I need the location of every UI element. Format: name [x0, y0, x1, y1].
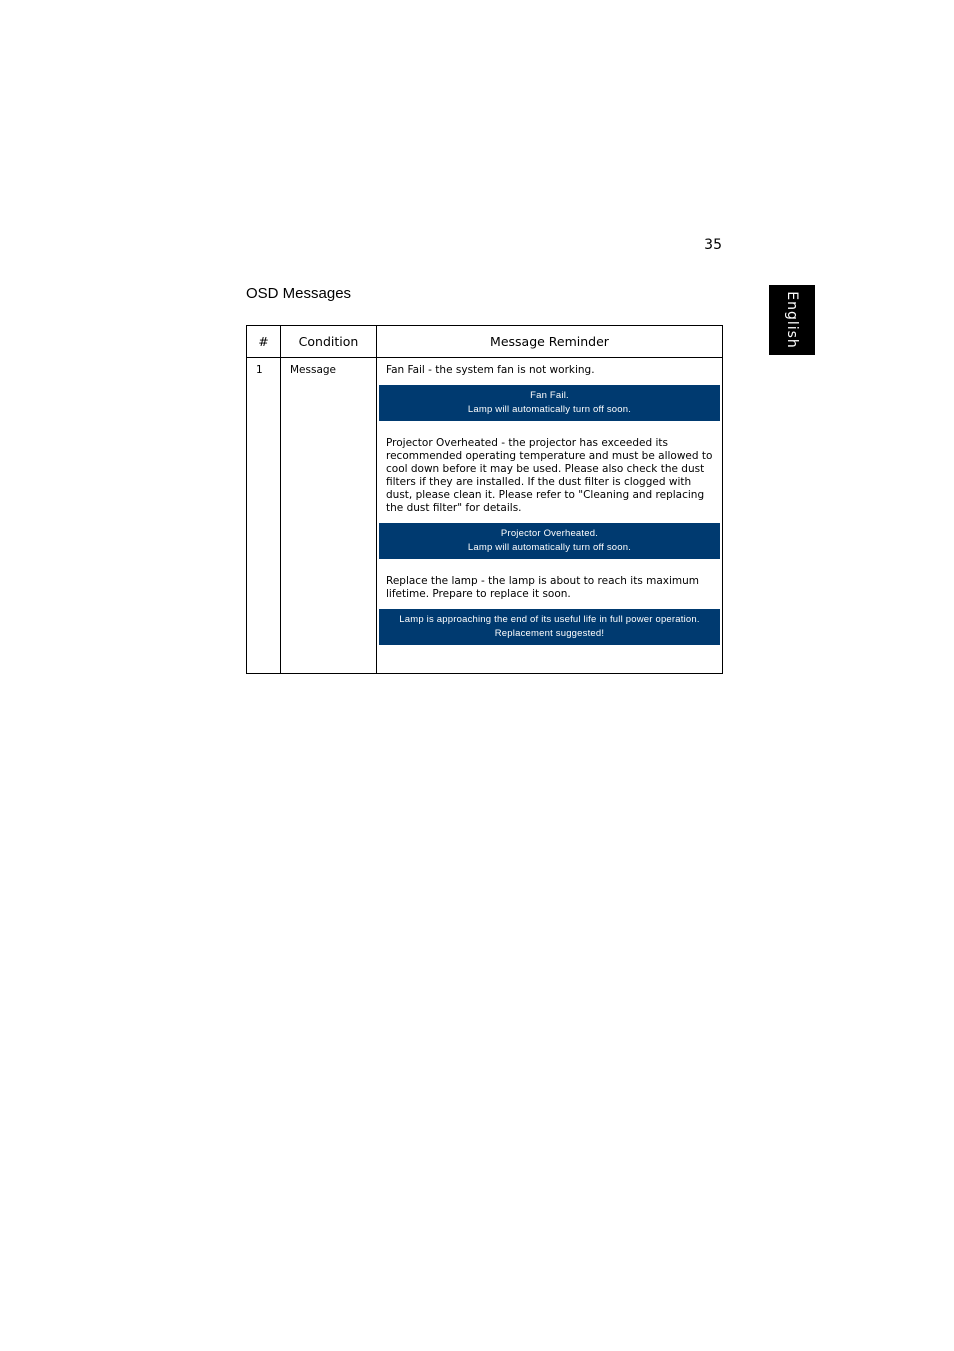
row-number: 1 [247, 358, 281, 674]
overheat-description: Projector Overheated - the projector has exceeded its recommended operating temperature and must be allowed to cool down before it may be used. Please also check the dust filters if they are installed. If the dust filter is clogged with dust, please clean it. Please refer to "Cleaning and replacing the dust filter" for details. [386, 437, 713, 514]
osd-line: Replacement suggested! [494, 628, 605, 639]
language-tab [769, 285, 815, 355]
osd-messages-table [246, 325, 723, 674]
osd-line: Lamp will automatically turn off soon. [467, 404, 632, 415]
fan-fail-osd-message [379, 385, 720, 421]
osd-line: Lamp will automatically turn off soon. [467, 542, 632, 553]
header-number: # [247, 326, 281, 358]
header-condition: Condition [281, 326, 377, 358]
overheat-osd-message [379, 523, 720, 559]
page-number: 35 [704, 237, 722, 253]
table-row [247, 358, 723, 674]
header-message-reminder: Message Reminder [377, 326, 723, 358]
osd-line: Fan Fail. [530, 390, 569, 401]
language-tab-label: English [784, 291, 800, 349]
section-title: OSD Messages [246, 285, 352, 302]
row-condition: Message [281, 358, 377, 674]
osd-line: Lamp is approaching the end of its useful life in full power operation. [399, 614, 700, 625]
table-header-row [247, 326, 723, 358]
row-message-reminder [377, 358, 723, 674]
replace-lamp-osd-message [379, 609, 720, 645]
fan-fail-description: Fan Fail - the system fan is not working. [386, 364, 595, 376]
replace-lamp-description: Replace the lamp - the lamp is about to reach its maximum lifetime. Prepare to replace it soon. [386, 575, 700, 600]
osd-line: Projector Overheated. [500, 528, 599, 539]
